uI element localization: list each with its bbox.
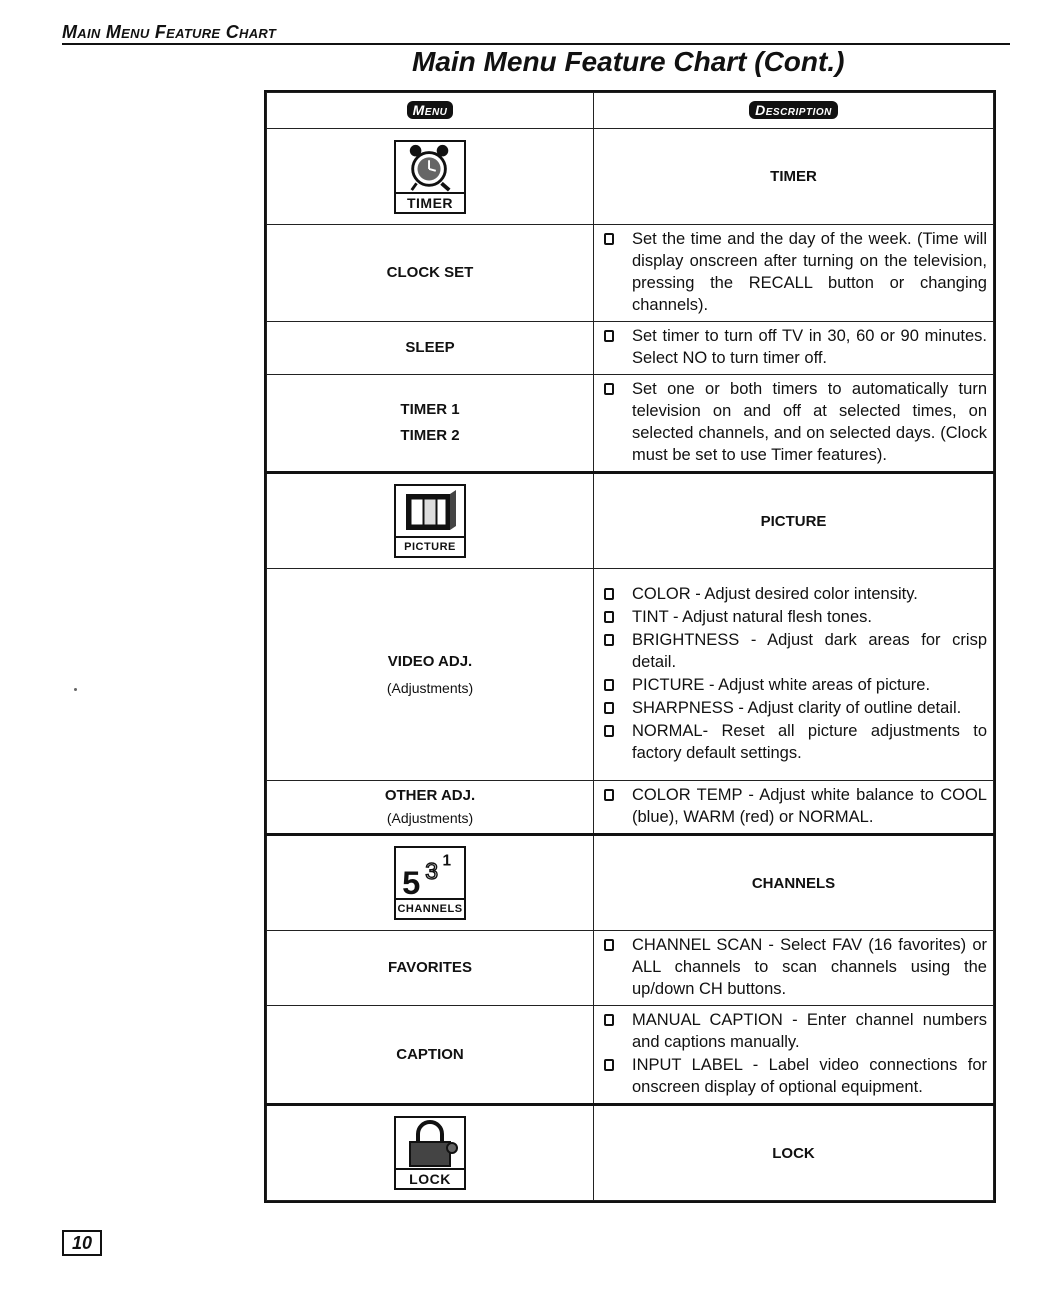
list-item: Set the time and the day of the week. (Time will display onscreen after turning on the television, pressing the RECALL button or changing channels). <box>602 228 987 316</box>
section-header-label: Main Menu Feature Chart <box>62 22 277 42</box>
lock-title-cell <box>594 1105 994 1201</box>
sleep-label: SLEEP <box>405 339 455 356</box>
timer-section-title: TIMER <box>770 168 817 185</box>
description-header-badge: Description <box>749 101 838 119</box>
lock-icon-caption: LOCK <box>396 1168 464 1188</box>
channels-icon-small-digit: 3 <box>425 857 439 884</box>
lock-icon-cell <box>267 1105 594 1201</box>
section-row-channels <box>267 835 994 931</box>
channels-icon <box>394 846 466 920</box>
row-other-adj <box>267 781 994 835</box>
description-column-header <box>594 93 994 129</box>
timer-icon-caption: TIMER <box>396 192 464 212</box>
channels-title-cell <box>594 835 994 931</box>
bullet-box-icon <box>604 789 614 801</box>
favorites-label: FAVORITES <box>388 959 472 976</box>
picture-section-title: PICTURE <box>760 512 827 530</box>
alarm-clock-icon <box>402 142 458 192</box>
channels-section-title: CHANNELS <box>751 874 836 892</box>
row-timers <box>267 375 994 473</box>
list-item: INPUT LABEL - Label video connections for onscreen display of optional equipment. <box>602 1054 987 1098</box>
tv-screen-icon <box>400 486 460 536</box>
menu-column-header <box>267 93 594 129</box>
channel-numbers-icon <box>397 848 463 898</box>
picture-title-cell <box>594 473 994 569</box>
timer-title-cell <box>594 129 994 225</box>
bullet-box-icon <box>604 725 614 737</box>
list-item: NORMAL- Reset all picture adjustments to factory default settings. <box>602 720 987 764</box>
picture-icon <box>394 484 466 558</box>
channels-icon-cell <box>267 835 594 931</box>
header-rule <box>62 43 1010 45</box>
lock-icon <box>394 1116 466 1190</box>
section-row-lock <box>267 1105 994 1201</box>
menu-header-badge: Menu <box>407 101 454 119</box>
bullet-box-icon <box>604 634 614 646</box>
lock-section-title: LOCK <box>772 1144 815 1162</box>
timer-2-label: TIMER 2 <box>400 427 460 444</box>
row-sleep <box>267 322 994 375</box>
list-item: COLOR TEMP - Adjust white balance to COOL (blue), WARM (red) or NORMAL. <box>602 784 987 828</box>
row-favorites <box>267 931 994 1006</box>
bullet-box-icon <box>604 679 614 691</box>
bullet-box-icon <box>604 1014 614 1026</box>
padlock-icon <box>400 1118 460 1168</box>
video-adj-sub: (Adjustments) <box>386 679 474 696</box>
list-item: CHANNEL SCAN - Select FAV (16 favorites) or ALL channels to scan channels using the up/down CH buttons. <box>602 934 987 1000</box>
caption-label: CAPTION <box>396 1045 464 1063</box>
section-row-timer <box>267 129 994 225</box>
picture-icon-caption: PICTURE <box>396 536 464 556</box>
row-caption <box>267 1006 994 1105</box>
table-header-row <box>267 93 994 129</box>
bullet-box-icon <box>604 611 614 623</box>
bullet-box-icon <box>604 1059 614 1071</box>
timer-1-label: TIMER 1 <box>400 401 460 418</box>
list-item: TINT - Adjust natural flesh tones. <box>602 606 987 628</box>
row-video-adj <box>267 569 994 781</box>
channels-icon-caption: CHANNELS <box>396 898 464 918</box>
list-item: Set timer to turn off TV in 30, 60 or 90 minutes. Select NO to turn timer off. <box>602 325 987 369</box>
list-item: Set one or both timers to automatically turn television on and off at selected times, on selected channels, and on selected days. (Clock must be set to use Timer features). <box>602 378 987 466</box>
timer-icon-cell <box>267 129 594 225</box>
clock-set-label: CLOCK SET <box>386 264 474 281</box>
channels-icon-sup-digit: 1 <box>442 852 452 870</box>
bullet-box-icon <box>604 233 614 245</box>
list-item: BRIGHTNESS - Adjust dark areas for crisp detail. <box>602 629 987 673</box>
bullet-box-icon <box>604 702 614 714</box>
other-adj-label: OTHER ADJ. <box>384 787 476 804</box>
scan-speck <box>74 688 77 691</box>
other-adj-sub: (Adjustments) <box>386 810 474 826</box>
list-item: MANUAL CAPTION - Enter channel numbers and captions manually. <box>602 1009 987 1053</box>
timer-icon <box>394 140 466 214</box>
list-item: PICTURE - Adjust white areas of picture. <box>602 674 987 696</box>
list-item: SHARPNESS - Adjust clarity of outline detail. <box>602 697 987 719</box>
picture-icon-cell <box>267 473 594 569</box>
video-adj-label: VIDEO ADJ. <box>387 652 473 670</box>
feature-chart <box>264 90 996 1203</box>
page-number: 10 <box>62 1230 102 1256</box>
bullet-box-icon <box>604 330 614 342</box>
bullet-box-icon <box>604 939 614 951</box>
feature-table <box>266 92 994 1201</box>
channels-icon-big-digit: 5 <box>402 864 421 898</box>
bullet-box-icon <box>604 383 614 395</box>
list-item: COLOR - Adjust desired color intensity. <box>602 583 987 605</box>
row-clock-set <box>267 225 994 322</box>
bullet-box-icon <box>604 588 614 600</box>
section-row-picture <box>267 473 994 569</box>
page-title: Main Menu Feature Chart (Cont.) <box>412 46 845 77</box>
